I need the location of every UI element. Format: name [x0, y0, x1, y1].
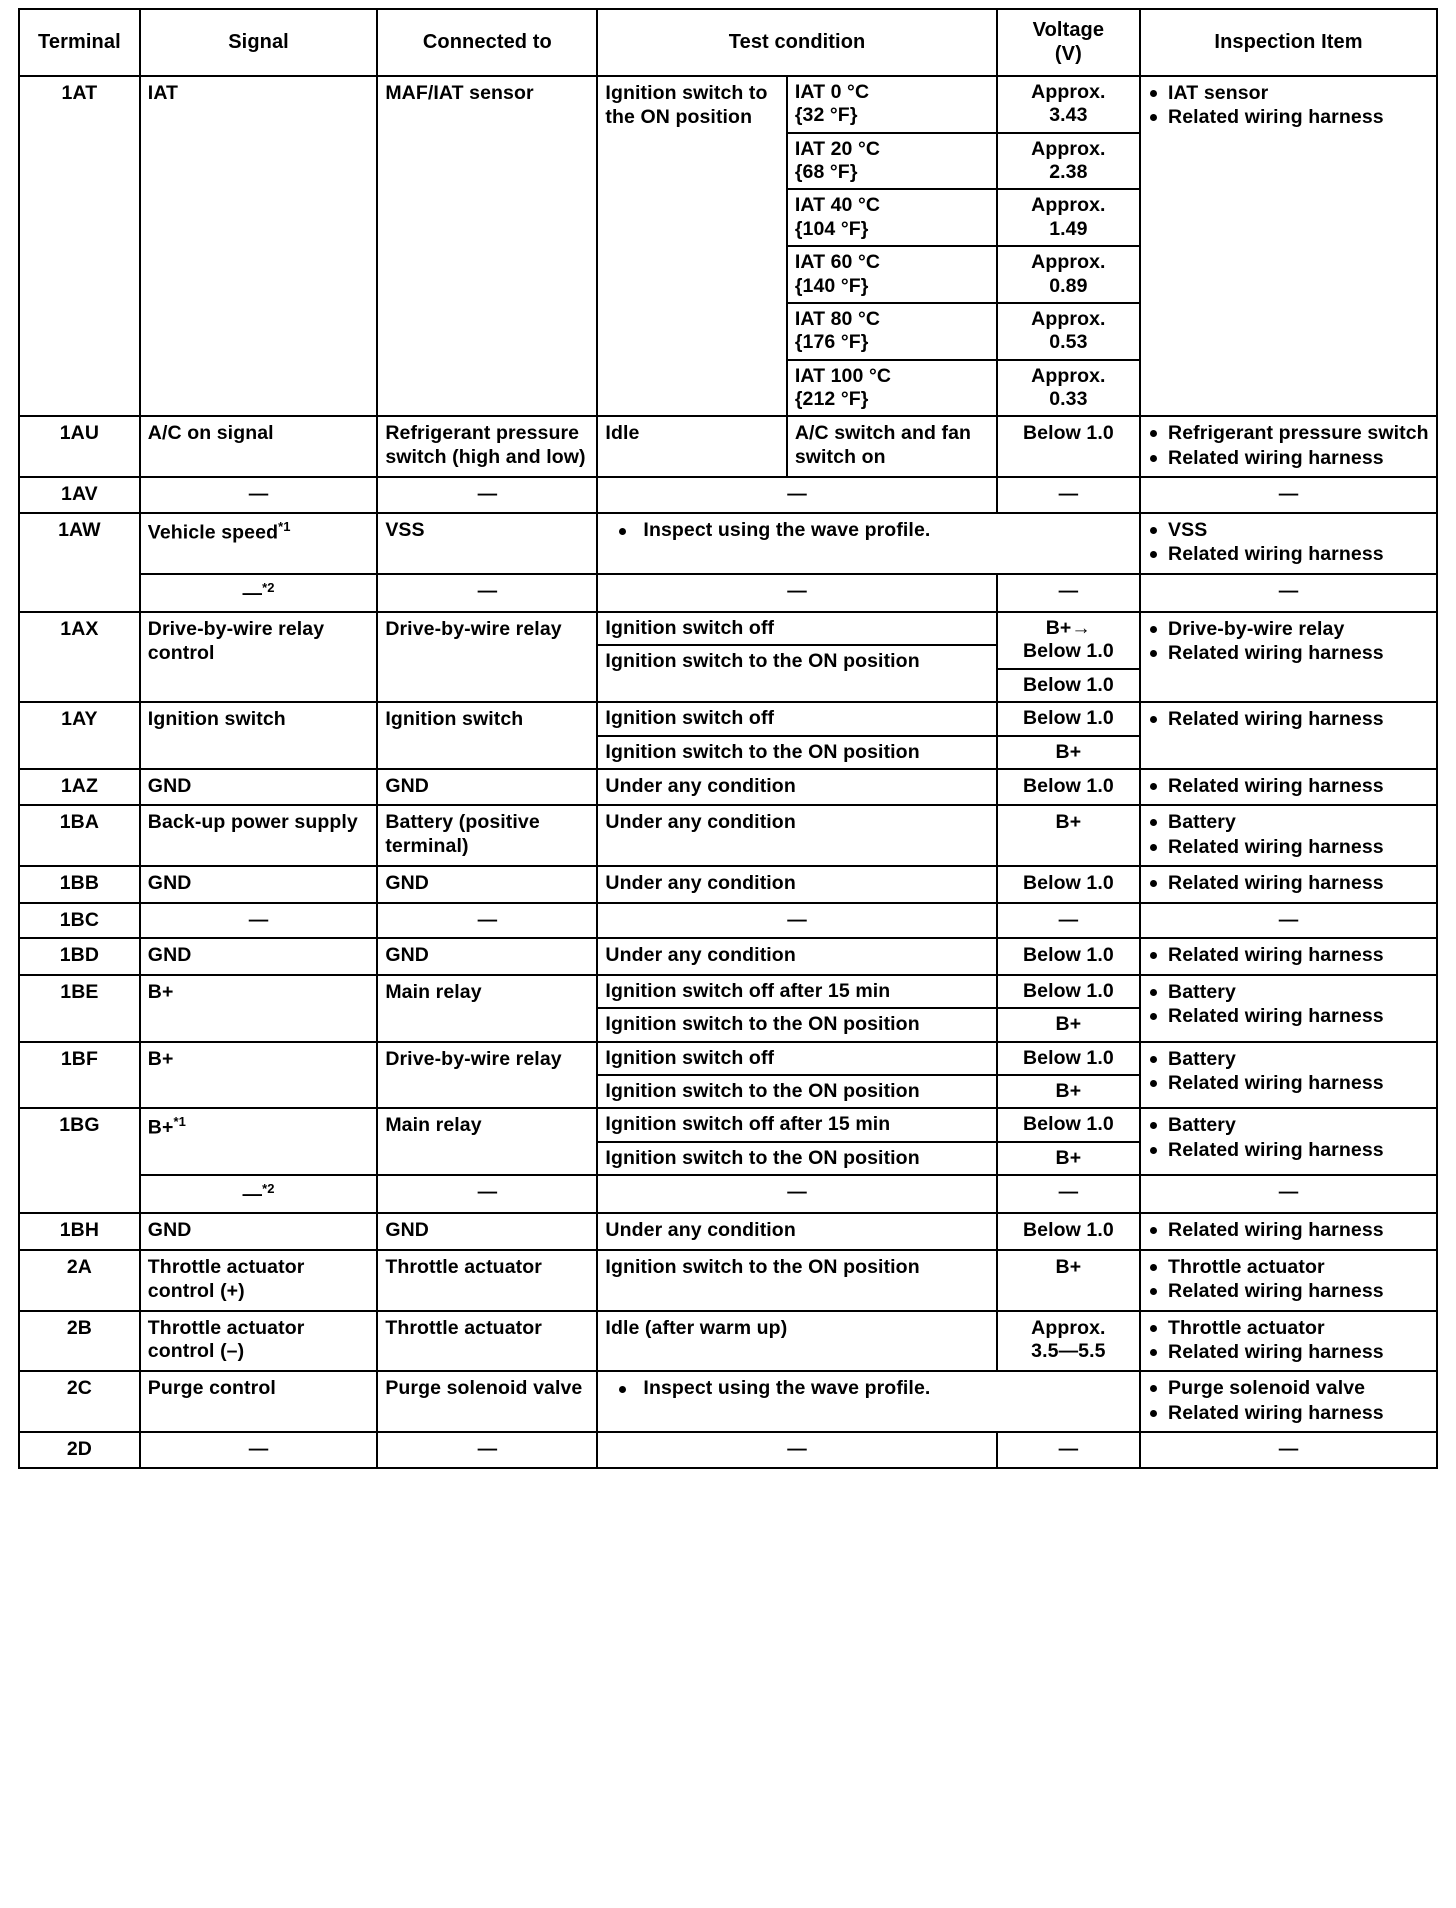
inspection-item-cell — [1140, 805, 1437, 866]
inspection-item: Related wiring harness — [1148, 1219, 1429, 1242]
voltage-cell: Below 1.0 — [997, 1213, 1140, 1249]
inspection-item-cell — [1140, 1213, 1437, 1249]
voltage-cell: B+ — [997, 805, 1140, 866]
header-inspection-item: Inspection Item — [1140, 9, 1437, 76]
connected-to-cell: Battery (positive terminal) — [377, 805, 597, 866]
sub-voltage — [998, 613, 1139, 669]
voltage-cell: — — [997, 574, 1140, 612]
signal-cell: Throttle actuator control (–) — [140, 1311, 378, 1372]
header-voltage-line1: Voltage — [1032, 19, 1105, 41]
table-row — [19, 1371, 1437, 1432]
test-condition-cell — [597, 1371, 1140, 1432]
wave-profile-note: Inspect using the wave profile. — [605, 519, 1132, 543]
inspection-item-cell — [1140, 1250, 1437, 1311]
table-row — [19, 1432, 1437, 1468]
test-condition-cell: — — [597, 903, 996, 939]
sub-voltage: Below 1.0 — [998, 1109, 1139, 1141]
signal-cell: — — [140, 477, 378, 513]
test-condition-cell: Ignition switch to the ON position — [597, 1250, 996, 1311]
signal-cell: GND — [140, 866, 378, 902]
terminal-cell: 2C — [19, 1371, 140, 1432]
inspection-item: Related wiring harness — [1148, 642, 1429, 665]
sub-condition: Ignition switch off — [598, 1043, 995, 1075]
signal-text: Vehicle speed — [147, 521, 279, 544]
signal-cell: GND — [140, 938, 378, 974]
inspection-item-cell — [1140, 938, 1437, 974]
test-condition-cell: — — [597, 477, 996, 513]
sub-voltage-line2: 3.43 — [1049, 104, 1088, 127]
signal-cell — [140, 574, 378, 612]
terminal-cell: 1BD — [19, 938, 140, 974]
sub-condition: Ignition switch to the ON position — [605, 1079, 920, 1102]
signal-text: B+ — [147, 1116, 174, 1139]
inspection-item: Related wiring harness — [1148, 872, 1429, 895]
sub-voltage-line2: Below 1.0 — [1022, 640, 1114, 663]
table-row — [19, 612, 1437, 702]
sub-voltage-line1: Approx. — [1031, 307, 1106, 330]
header-voltage-line2: (V) — [1054, 43, 1082, 66]
voltage-line2: 3.5—5.5 — [1031, 1340, 1106, 1363]
signal-cell: IAT — [140, 76, 378, 417]
inspection-item: Related wiring harness — [1148, 944, 1429, 967]
connected-to-cell: — — [377, 1432, 597, 1468]
test-condition-sub-cell: A/C switch and fan switch on — [787, 416, 997, 477]
inspection-item-cell — [1140, 1311, 1437, 1372]
header-signal: Signal — [140, 9, 378, 76]
connected-to-cell: GND — [377, 769, 597, 805]
inspection-item: Refrigerant pressure switch — [1148, 422, 1429, 445]
signal-footnote: *2 — [262, 1181, 275, 1197]
voltage-cell: — — [997, 903, 1140, 939]
sub-voltage-line1: Approx. — [1031, 137, 1106, 160]
test-condition-cell — [597, 612, 996, 702]
test-condition-cell: — — [597, 1432, 996, 1468]
voltage-cell — [997, 612, 1140, 702]
inspection-item: Battery — [1148, 811, 1429, 834]
table-row — [19, 769, 1437, 805]
voltage-cell: B+ — [997, 1250, 1140, 1311]
test-condition-cell: Under any condition — [597, 938, 996, 974]
signal-cell: B+ — [140, 975, 378, 1042]
inspection-item: Battery — [1148, 1114, 1429, 1137]
test-condition-cell: — — [597, 1175, 996, 1213]
inspection-item: IAT sensor — [1148, 82, 1429, 105]
signal-cell — [140, 1175, 378, 1213]
sub-voltage — [998, 133, 1139, 190]
inspection-item: Drive-by-wire relay — [1148, 618, 1429, 641]
sub-condition: Ignition switch off after 15 min — [598, 976, 995, 1008]
table-row — [19, 574, 1437, 612]
inspection-item-cell — [1140, 1108, 1437, 1175]
sub-condition: Ignition switch to the ON position — [605, 1013, 920, 1036]
inspection-item: Related wiring harness — [1148, 708, 1429, 731]
connected-to-cell: MAF/IAT sensor — [377, 76, 597, 417]
signal-cell: A/C on signal — [140, 416, 378, 477]
sub-voltage: B+ — [1055, 1013, 1082, 1036]
inspection-item: Purge solenoid valve — [1148, 1377, 1429, 1400]
test-condition-cell: Idle — [597, 416, 786, 477]
test-condition-cell: Ignition switch to the ON position — [597, 76, 786, 417]
table-row — [19, 702, 1437, 769]
terminal-inspection-table — [18, 8, 1438, 1469]
connected-to-cell: — — [377, 574, 597, 612]
sub-voltage-line2: 0.89 — [1049, 274, 1088, 297]
test-condition-cell — [597, 1042, 996, 1109]
test-condition-cell: — — [597, 574, 996, 612]
sub-condition — [788, 246, 996, 303]
voltage-cell: Below 1.0 — [997, 416, 1140, 477]
signal-cell — [140, 1108, 378, 1175]
table-row — [19, 1042, 1437, 1109]
inspection-item: Throttle actuator — [1148, 1256, 1429, 1279]
inspection-item-cell: — — [1140, 574, 1437, 612]
sub-voltage: B+ — [1055, 1146, 1082, 1169]
sub-condition: Ignition switch off — [598, 613, 995, 645]
sub-voltage — [998, 303, 1139, 360]
signal-text: — — [242, 582, 263, 605]
inspection-item-cell — [1140, 612, 1437, 702]
sub-voltage — [998, 189, 1139, 246]
inspection-item: Throttle actuator — [1148, 1317, 1429, 1340]
connected-to-cell: — — [377, 903, 597, 939]
test-condition-cell: Under any condition — [597, 805, 996, 866]
table-header-row — [19, 9, 1437, 76]
voltage-cell: — — [997, 477, 1140, 513]
sub-condition: Ignition switch to the ON position — [605, 740, 920, 763]
terminal-cell: 1AT — [19, 76, 140, 417]
terminal-cell: 1BC — [19, 903, 140, 939]
inspection-item: VSS — [1148, 519, 1429, 542]
connected-to-cell: Throttle actuator — [377, 1311, 597, 1372]
sub-voltage-line2: 1.49 — [1049, 217, 1088, 240]
signal-footnote: *1 — [173, 1114, 186, 1130]
connected-to-cell: GND — [377, 938, 597, 974]
test-condition-sub-cell — [787, 76, 997, 417]
sub-voltage: Below 1.0 — [998, 703, 1139, 735]
sub-condition — [788, 77, 996, 133]
inspection-item: Related wiring harness — [1148, 775, 1429, 798]
sub-condition: Ignition switch off — [598, 703, 995, 735]
terminal-cell: 1AY — [19, 702, 140, 769]
header-terminal: Terminal — [19, 9, 140, 76]
sub-condition: Ignition switch off after 15 min — [598, 1109, 995, 1141]
sub-condition — [788, 303, 996, 360]
inspection-item-cell: — — [1140, 1432, 1437, 1468]
connected-to-cell: Drive-by-wire relay — [377, 612, 597, 702]
inspection-item-cell — [1140, 1042, 1437, 1109]
signal-footnote: *1 — [278, 519, 291, 535]
connected-to-cell: Ignition switch — [377, 702, 597, 769]
inspection-item: Related wiring harness — [1148, 1341, 1429, 1364]
inspection-item-cell: — — [1140, 1175, 1437, 1213]
sub-condition-line1: IAT 20 °C — [794, 137, 881, 160]
inspection-item-cell — [1140, 1371, 1437, 1432]
sub-voltage — [998, 246, 1139, 303]
inspection-item-cell — [1140, 975, 1437, 1042]
sub-condition: Ignition switch to the ON position — [605, 1146, 920, 1169]
sub-voltage: B+ — [1055, 1079, 1082, 1102]
voltage-cell: — — [997, 1175, 1140, 1213]
terminal-cell: 1BG — [19, 1108, 140, 1213]
connected-to-cell: Refrigerant pressure switch (high and low) — [377, 416, 597, 477]
signal-cell: GND — [140, 1213, 378, 1249]
sub-voltage — [998, 77, 1139, 133]
inspection-item-cell — [1140, 769, 1437, 805]
test-condition-cell: Under any condition — [597, 866, 996, 902]
voltage-line1: Approx. — [1031, 1316, 1106, 1339]
test-condition-cell — [597, 1108, 996, 1175]
signal-cell: Back-up power supply — [140, 805, 378, 866]
sub-voltage: B+ — [1055, 740, 1082, 763]
sub-condition — [788, 133, 996, 190]
terminal-cell: 1BH — [19, 1213, 140, 1249]
sub-condition-line1: IAT 80 °C — [794, 307, 881, 330]
terminal-cell: 2B — [19, 1311, 140, 1372]
sub-condition-line2: {32 °F} — [794, 104, 858, 127]
table-row — [19, 416, 1437, 477]
connected-to-cell: VSS — [377, 513, 597, 574]
inspection-item-cell — [1140, 866, 1437, 902]
voltage-sub-cell — [997, 76, 1140, 417]
test-condition-cell: Idle (after warm up) — [597, 1311, 996, 1372]
terminal-cell: 1BE — [19, 975, 140, 1042]
sub-voltage-line2: 0.53 — [1049, 331, 1088, 354]
signal-cell: — — [140, 903, 378, 939]
signal-cell: Purge control — [140, 1371, 378, 1432]
sub-voltage-line1: Approx. — [1031, 194, 1106, 217]
sub-condition — [788, 189, 996, 246]
voltage-cell: Below 1.0 — [997, 866, 1140, 902]
connected-to-cell: Throttle actuator — [377, 1250, 597, 1311]
test-condition-cell: Under any condition — [597, 769, 996, 805]
sub-condition-line2: {176 °F} — [794, 331, 869, 354]
sub-voltage-line1: Approx. — [1031, 364, 1106, 387]
signal-cell: Drive-by-wire relay control — [140, 612, 378, 702]
sub-condition-line1: IAT 100 °C — [794, 364, 892, 387]
connected-to-cell: GND — [377, 1213, 597, 1249]
terminal-cell: 1AZ — [19, 769, 140, 805]
terminal-cell: 1BB — [19, 866, 140, 902]
sub-voltage-line2: 0.33 — [1049, 388, 1088, 411]
sub-voltage: Below 1.0 — [1022, 673, 1114, 696]
test-condition-cell — [597, 513, 1140, 574]
signal-cell: B+ — [140, 1042, 378, 1109]
test-condition-cell: Under any condition — [597, 1213, 996, 1249]
voltage-cell — [997, 1108, 1140, 1175]
table-row — [19, 1311, 1437, 1372]
inspection-item: Related wiring harness — [1148, 1072, 1429, 1095]
inspection-item: Related wiring harness — [1148, 1005, 1429, 1028]
sub-voltage — [998, 360, 1139, 416]
sub-condition-line1: IAT 40 °C — [794, 194, 881, 217]
sub-condition-line2: {104 °F} — [794, 217, 869, 240]
inspection-item: Related wiring harness — [1148, 836, 1429, 859]
connected-to-cell: Drive-by-wire relay — [377, 1042, 597, 1109]
sub-condition-line2: {212 °F} — [794, 388, 869, 411]
inspection-item: Battery — [1148, 1048, 1429, 1071]
test-condition-cell — [597, 702, 996, 769]
terminal-cell: 1BA — [19, 805, 140, 866]
table-row — [19, 975, 1437, 1042]
signal-cell: GND — [140, 769, 378, 805]
connected-to-cell: — — [377, 1175, 597, 1213]
inspection-item-cell — [1140, 416, 1437, 477]
connected-to-cell: — — [377, 477, 597, 513]
wave-profile-note: Inspect using the wave profile. — [605, 1377, 1132, 1401]
table-row — [19, 477, 1437, 513]
terminal-cell: 1AU — [19, 416, 140, 477]
terminal-cell: 2A — [19, 1250, 140, 1311]
terminal-cell: 1AW — [19, 513, 140, 612]
table-row — [19, 866, 1437, 902]
signal-cell — [140, 513, 378, 574]
signal-footnote: *2 — [262, 579, 275, 595]
signal-cell: Throttle actuator control (+) — [140, 1250, 378, 1311]
terminal-cell: 1AV — [19, 477, 140, 513]
test-condition-cell — [597, 975, 996, 1042]
inspection-item-cell — [1140, 702, 1437, 769]
table-row — [19, 1175, 1437, 1213]
table-row — [19, 76, 1437, 417]
sub-voltage-line1: Approx. — [1031, 251, 1106, 274]
voltage-cell — [997, 1311, 1140, 1372]
table-row — [19, 805, 1437, 866]
signal-text: — — [242, 1183, 263, 1206]
sub-condition-line1: IAT 0 °C — [794, 80, 870, 103]
inspection-item: Related wiring harness — [1148, 1139, 1429, 1162]
header-voltage — [997, 9, 1140, 76]
voltage-cell — [997, 975, 1140, 1042]
inspection-item-cell: — — [1140, 903, 1437, 939]
inspection-item: Related wiring harness — [1148, 1280, 1429, 1303]
connected-to-cell: GND — [377, 866, 597, 902]
sub-condition — [788, 360, 996, 416]
inspection-item-cell: — — [1140, 477, 1437, 513]
inspection-item-cell — [1140, 76, 1437, 417]
voltage-cell: Below 1.0 — [997, 938, 1140, 974]
table-row — [19, 513, 1437, 574]
terminal-cell: 1BF — [19, 1042, 140, 1109]
inspection-item: Related wiring harness — [1148, 543, 1429, 566]
sub-voltage-line2: 2.38 — [1049, 160, 1088, 183]
connected-to-cell: Purge solenoid valve — [377, 1371, 597, 1432]
table-row — [19, 1108, 1437, 1175]
signal-cell: — — [140, 1432, 378, 1468]
voltage-cell — [997, 702, 1140, 769]
terminal-cell: 1AX — [19, 612, 140, 702]
sub-voltage-line1: Approx. — [1031, 80, 1106, 103]
connected-to-cell: Main relay — [377, 975, 597, 1042]
inspection-item: Related wiring harness — [1148, 106, 1429, 129]
sub-condition-line2: {68 °F} — [794, 160, 858, 183]
header-test-condition: Test condition — [597, 9, 996, 76]
sub-voltage: Below 1.0 — [998, 976, 1139, 1008]
signal-cell: Ignition switch — [140, 702, 378, 769]
inspection-item-cell — [1140, 513, 1437, 574]
sub-voltage: Below 1.0 — [998, 1043, 1139, 1075]
sub-condition-line2: {140 °F} — [794, 274, 869, 297]
header-connected-to: Connected to — [377, 9, 597, 76]
sub-voltage-line1: B+→ — [1045, 617, 1091, 640]
table-row — [19, 1250, 1437, 1311]
table-row — [19, 903, 1437, 939]
inspection-item: Related wiring harness — [1148, 1402, 1429, 1425]
inspection-item: Related wiring harness — [1148, 447, 1429, 470]
voltage-cell: — — [997, 1432, 1140, 1468]
table-row — [19, 1213, 1437, 1249]
terminal-cell: 2D — [19, 1432, 140, 1468]
connected-to-cell: Main relay — [377, 1108, 597, 1175]
voltage-cell: Below 1.0 — [997, 769, 1140, 805]
sub-condition: Ignition switch to the ON position — [605, 650, 920, 673]
inspection-item: Battery — [1148, 981, 1429, 1004]
sub-condition-line1: IAT 60 °C — [794, 251, 881, 274]
table-row — [19, 938, 1437, 974]
voltage-cell — [997, 1042, 1140, 1109]
